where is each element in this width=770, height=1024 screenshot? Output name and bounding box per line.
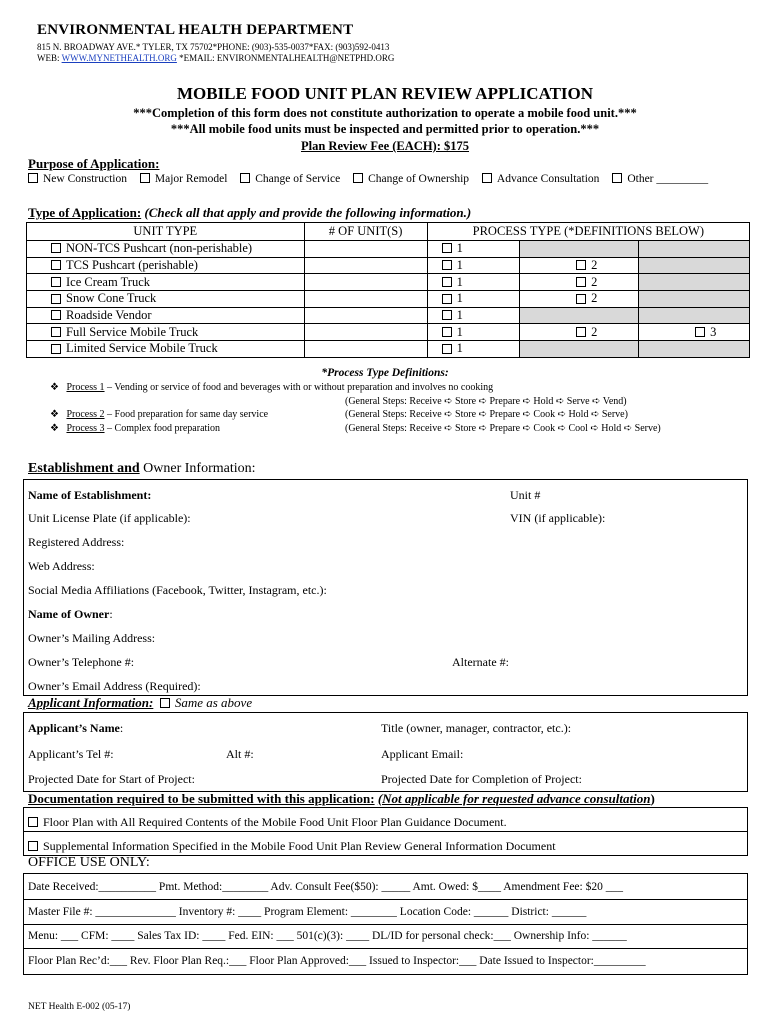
notice-inspection: ***All mobile food units must be inspected and permitted prior to operation.*** bbox=[170, 122, 600, 136]
documentation-divider bbox=[23, 831, 747, 832]
unit-type-table bbox=[26, 222, 750, 358]
office-use-heading: OFFICE USE ONLY: bbox=[28, 855, 150, 870]
type-instruction: (Check all that apply and provide the following information.) bbox=[144, 205, 472, 220]
unit-type-cell[interactable]: NON-TCS Pushcart (non-perishable) bbox=[27, 241, 305, 258]
email-text: *EMAIL: ENVIRONMENTALHEALTH@NETPHD.ORG bbox=[176, 53, 395, 63]
process-1-cell[interactable]: 1 bbox=[427, 324, 520, 341]
establishment-heading: Establishment and Owner Information: bbox=[28, 461, 256, 476]
process-2-cell[interactable]: 2 bbox=[520, 274, 639, 291]
process-3-cell bbox=[639, 241, 750, 258]
process-2-cell bbox=[520, 307, 639, 324]
web-address-field[interactable]: Web Address: bbox=[28, 559, 95, 573]
type-heading: Type of Application: (Check all that apply and provide the following information.) bbox=[28, 205, 472, 220]
unit-count-cell[interactable] bbox=[304, 274, 427, 291]
process-1-definition: ❖ Process 1 – Vending or service of food and beverages with or without preparation and involves no cooking bbox=[50, 382, 494, 393]
department-address: 815 N. BROADWAY AVE.* TYLER, TX 75702*PHONE: (903)-535-0037*FAX: (903)592-0413 bbox=[37, 42, 390, 52]
unit-type-cell[interactable]: Snow Cone Truck bbox=[27, 291, 305, 308]
unit-type-cell[interactable]: TCS Pushcart (perishable) bbox=[27, 257, 305, 274]
purpose-option[interactable]: Major Remodel bbox=[140, 173, 228, 185]
process-2-cell bbox=[520, 241, 639, 258]
process-1-cell[interactable]: 1 bbox=[427, 274, 520, 291]
process-3-definition: ❖ Process 3 – Complex food preparation bbox=[50, 423, 221, 434]
unit-type-cell[interactable]: Full Service Mobile Truck bbox=[27, 324, 305, 341]
same-as-above-label: Same as above bbox=[174, 695, 253, 710]
process-3-cell bbox=[639, 257, 750, 274]
col-unit-type: UNIT TYPE bbox=[27, 223, 305, 241]
process-2-cell[interactable]: 2 bbox=[520, 324, 639, 341]
applicant-heading: Applicant Information: Same as above bbox=[28, 695, 253, 710]
documentation-heading: Documentation required to be submitted with this application: (Not applicable for requested advance consultation) bbox=[28, 791, 655, 806]
process-1-cell[interactable]: 1 bbox=[427, 241, 520, 258]
office-row-3[interactable]: Menu: ___ CFM: ____ Sales Tax ID: ____ Fed. EIN: ___ 501(c)(3): ____ DL/ID for personal check:___ Ownership Info: ______ bbox=[28, 930, 627, 942]
process-2-cell[interactable]: 2 bbox=[520, 257, 639, 274]
purpose-option[interactable]: New Construction bbox=[28, 173, 127, 185]
checkbox-icon[interactable] bbox=[28, 817, 38, 827]
table-row bbox=[27, 274, 750, 291]
owner-mailing-field[interactable]: Owner’s Mailing Address: bbox=[28, 631, 156, 645]
doc-floor-plan-item[interactable]: Floor Plan with All Required Contents of the Mobile Food Unit Floor Plan Guidance Document. bbox=[28, 815, 507, 830]
office-row-1[interactable]: Date Received:__________ Pmt. Method:________ Adv. Consult Fee($50): _____ Amt. Owed: $____ Amendment Fee: $20 ___ bbox=[28, 881, 623, 893]
form-code: NET Health E-002 (05-17) bbox=[28, 1002, 131, 1012]
purpose-option[interactable]: Advance Consultation bbox=[482, 173, 600, 185]
purpose-options bbox=[28, 173, 718, 185]
unit-count-cell[interactable] bbox=[304, 241, 427, 258]
diamond-bullet-icon: ❖ bbox=[50, 409, 59, 420]
purpose-heading: Purpose of Application: bbox=[28, 156, 160, 171]
owner-phone-field[interactable]: Owner’s Telephone #: bbox=[28, 655, 135, 669]
office-divider bbox=[23, 899, 747, 900]
owner-email-field[interactable]: Owner’s Email Address (Required): bbox=[28, 679, 201, 693]
applicant-tel-field[interactable]: Applicant’s Tel #: bbox=[28, 747, 114, 761]
office-divider bbox=[23, 924, 747, 925]
project-completion-field[interactable]: Projected Date for Completion of Project: bbox=[381, 772, 582, 786]
applicant-name-field[interactable]: Applicant’s Name: bbox=[28, 721, 124, 735]
office-divider bbox=[23, 948, 747, 949]
vin-field[interactable]: VIN (if applicable): bbox=[510, 511, 606, 525]
department-contact bbox=[37, 53, 394, 63]
process-1-cell[interactable]: 1 bbox=[427, 291, 520, 308]
unit-number-field[interactable]: Unit # bbox=[510, 488, 541, 502]
unit-type-cell[interactable]: Roadside Vendor bbox=[27, 307, 305, 324]
checkbox-icon[interactable] bbox=[240, 173, 250, 183]
checkbox-icon[interactable] bbox=[160, 698, 170, 708]
diamond-bullet-icon: ❖ bbox=[50, 423, 59, 434]
process-1-steps: (General Steps: Receive ➪ Store ➪ Prepare ➪ Hold ➪ Serve ➪ Vend) bbox=[345, 396, 627, 407]
table-row bbox=[27, 241, 750, 258]
website-link[interactable]: WWW.MYNETHEALTH.ORG bbox=[61, 53, 177, 63]
checkbox-icon[interactable] bbox=[353, 173, 363, 183]
project-start-field[interactable]: Projected Date for Start of Project: bbox=[28, 772, 195, 786]
checkbox-icon[interactable] bbox=[28, 173, 38, 183]
table-row bbox=[27, 257, 750, 274]
diamond-bullet-icon: ❖ bbox=[50, 382, 59, 393]
checkbox-icon[interactable] bbox=[612, 173, 622, 183]
table-row bbox=[27, 341, 750, 358]
unit-count-cell[interactable] bbox=[304, 257, 427, 274]
department-title: ENVIRONMENTAL HEALTH DEPARTMENT bbox=[37, 22, 354, 38]
process-1-cell[interactable]: 1 bbox=[427, 257, 520, 274]
notice-authorization: ***Completion of this form does not constitute authorization to operate a mobile food unit.*** bbox=[133, 106, 637, 120]
purpose-option[interactable]: Change of Service bbox=[240, 173, 340, 185]
form-title: MOBILE FOOD UNIT PLAN REVIEW APPLICATION bbox=[176, 84, 594, 103]
unit-count-cell[interactable] bbox=[304, 324, 427, 341]
process-3-cell[interactable]: 3 bbox=[639, 324, 750, 341]
process-3-cell bbox=[639, 274, 750, 291]
checkbox-icon[interactable] bbox=[482, 173, 492, 183]
applicant-alt-field[interactable]: Alt #: bbox=[226, 747, 254, 761]
applicant-email-field[interactable]: Applicant Email: bbox=[381, 747, 464, 761]
unit-type-cell[interactable]: Ice Cream Truck bbox=[27, 274, 305, 291]
definitions-heading: *Process Type Definitions: bbox=[321, 367, 449, 379]
table-row bbox=[27, 307, 750, 324]
establishment-name-field[interactable]: Name of Establishment: bbox=[28, 488, 152, 502]
doc-supplemental-item[interactable]: Supplemental Information Specified in the Mobile Food Unit Plan Review General Information Document bbox=[28, 839, 556, 854]
owner-name-field[interactable]: Name of Owner: bbox=[28, 607, 113, 621]
applicant-title-field[interactable]: Title (owner, manager, contractor, etc.): bbox=[381, 721, 572, 735]
office-row-4[interactable]: Floor Plan Rec’d:___ Rev. Floor Plan Req.:___ Floor Plan Approved:___ Issued to Inspector:___ Date Issued to Inspector:_________ bbox=[28, 955, 646, 967]
checkbox-icon[interactable] bbox=[140, 173, 150, 183]
process-3-cell bbox=[639, 341, 750, 358]
purpose-option[interactable]: Change of Ownership bbox=[353, 173, 469, 185]
process-1-cell[interactable]: 1 bbox=[427, 341, 520, 358]
unit-count-cell[interactable] bbox=[304, 307, 427, 324]
unit-type-cell[interactable]: Limited Service Mobile Truck bbox=[27, 341, 305, 358]
process-2-cell bbox=[520, 341, 639, 358]
col-process-type: PROCESS TYPE (*DEFINITIONS BELOW) bbox=[427, 223, 749, 241]
table-row bbox=[27, 291, 750, 308]
process-2-definition: ❖ Process 2 – Food preparation for same day service bbox=[50, 409, 269, 420]
table-row bbox=[27, 324, 750, 341]
plan-review-fee: Plan Review Fee (EACH): $175 bbox=[300, 139, 470, 153]
license-plate-field[interactable]: Unit License Plate (if applicable): bbox=[28, 511, 191, 525]
owner-alternate-field[interactable]: Alternate #: bbox=[452, 655, 509, 669]
process-1-cell[interactable]: 1 bbox=[427, 307, 520, 324]
web-prefix: WEB: bbox=[37, 53, 62, 63]
process-3-steps: (General Steps: Receive ➪ Store ➪ Prepare ➪ Cook ➪ Cool ➪ Hold ➪ Serve) bbox=[345, 423, 661, 434]
unit-count-cell[interactable] bbox=[304, 341, 427, 358]
purpose-option[interactable]: Other _________ bbox=[612, 173, 708, 185]
process-3-cell bbox=[639, 307, 750, 324]
process-2-steps: (General Steps: Receive ➪ Store ➪ Prepare ➪ Cook ➪ Hold ➪ Serve) bbox=[345, 409, 628, 420]
checkbox-icon[interactable] bbox=[28, 841, 38, 851]
process-3-cell bbox=[639, 291, 750, 308]
process-2-cell[interactable]: 2 bbox=[520, 291, 639, 308]
office-row-2[interactable]: Master File #: ______________ Inventory #: ____ Program Element: ________ Location Code: ______ District: ______ bbox=[28, 906, 587, 918]
unit-count-cell[interactable] bbox=[304, 291, 427, 308]
social-media-field[interactable]: Social Media Affiliations (Facebook, Twitter, Instagram, etc.): bbox=[28, 583, 327, 597]
registered-address-field[interactable]: Registered Address: bbox=[28, 535, 125, 549]
col-units: # OF UNIT(S) bbox=[304, 223, 427, 241]
